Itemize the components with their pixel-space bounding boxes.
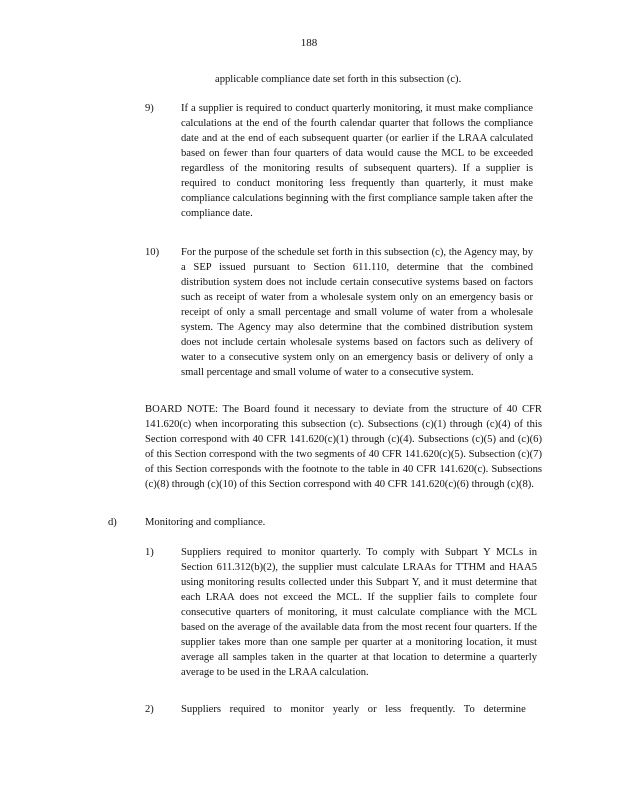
paragraph-d-2: Suppliers required to monitor yearly or less frequently. To determine — [181, 704, 526, 715]
paragraph-d-1: Suppliers required to monitor quarterly. To comply with Subpart Y MCLs in Section 611.312(b)(2), the supplier must calculate LRAAs for TTHM and HAA5 using monitoring results collected under this Subpart Y, and it must determine that each LRAA does not exceed the MCL. If the supplier fails to complete four consecutive quarters of monitoring, it must calculate compliance with the MCL based on the average of the available data from the most recent four quarters. If the supplier takes more than one sample per quarter at a monitoring location, it must average all samples taken in the quarter at that location to determine a quarterly average to be used in the LRAA calculation. — [181, 547, 537, 678]
intro-line: applicable compliance date set forth in this subsection (c). — [215, 74, 462, 85]
paragraph-item-9: If a supplier is required to conduct quarterly monitoring, it must make compliance calculations at the end of the fourth calendar quarter that follows the compliance date and at the end of each subsequent quarter (or earlier if the LRAA calculated based on fewer than four quarters of data would cause the MCL to be exceeded regardless of the monitoring results of subsequent quarters). If a supplier is required to conduct monitoring less frequently than quarterly, it must make compliance calculations beginning with the first compliance sample taken after the compliance date. — [181, 103, 533, 219]
section-letter: d) — [108, 517, 117, 528]
page-number: 188 — [300, 37, 318, 49]
paragraph-item-10: For the purpose of the schedule set forth in this subsection (c), the Agency may, by a SEP issued pursuant to Section 611.110, determine that the combined distribution system does not include certain consecutive systems based on factors such as receipt of water from a wholesale system only on an emergency basis or receipt of only a small percentage and small volume of water from a wholesale system. The Agency may also determine that the combined distribution system does not include certain wholesale systems based on factors such as delivery of water to a consecutive system only on an emergency basis or delivery of only a small percentage and small volume of water to a consecutive system. — [181, 247, 533, 378]
board-note: BOARD NOTE: The Board found it necessary to deviate from the structure of 40 CFR 141.620(c) when incorporating this subsection (c). Subsections (c)(1) through (c)(4) of this Section correspond with 40 CFR 141.620(c)(1) through (c)(4). Subsections (c)(5) and (c)(6) of this Section correspond with the two segments of 40 CFR 141.620(c)(5). Subsection (c)(7) of this Section corresponds with the footnote to the table in 40 CFR 141.620(c). Subsections (c)(8) through (c)(10) of this Section correspond with 40 CFR 141.620(c)(6) through (c)(8). — [145, 404, 542, 490]
item-number: 1) — [145, 547, 154, 558]
item-number: 10) — [145, 247, 160, 258]
section-title: Monitoring and compliance. — [145, 517, 266, 528]
item-number: 2) — [145, 704, 154, 715]
item-number: 9) — [145, 103, 154, 114]
